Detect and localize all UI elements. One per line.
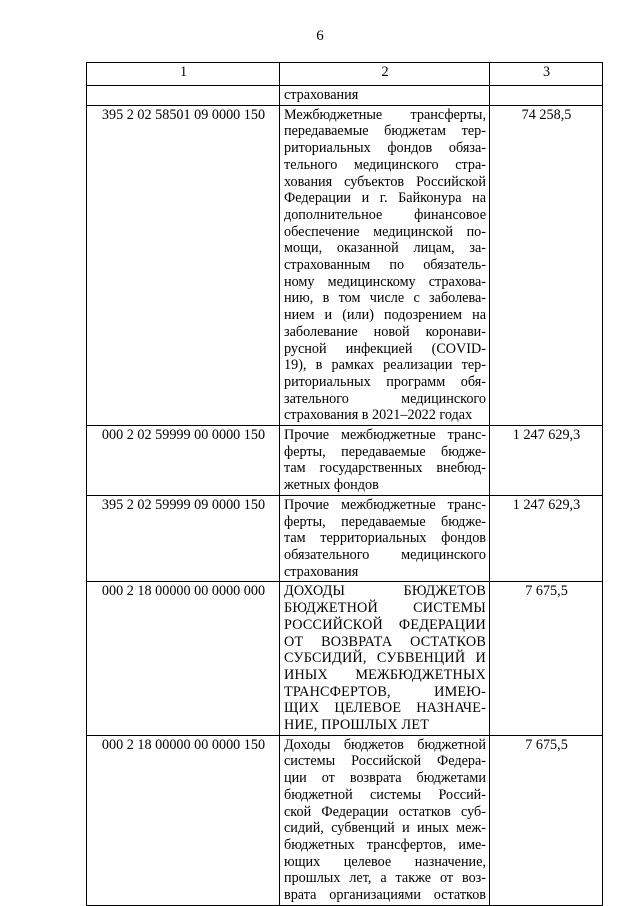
name-line: обеспечение медицинской по- [284,223,486,240]
name-cell [280,582,490,735]
name-cell [280,105,490,425]
name-line: ному медицинскому страхова- [284,273,486,290]
name-line: обязательного медицинского [284,546,486,563]
name-cell [280,86,490,106]
name-line: страхования в 2021–2022 годах [284,407,473,424]
name-line: ЩИХ ЦЕЛЕВОЕ НАЗНАЧЕ- [284,700,486,717]
name-line: системы Российской Федера- [284,753,486,770]
name-cell [280,735,490,905]
name-line: страхования [284,87,359,103]
amount-cell: 1 247 629,3 [490,426,603,496]
name-line: тельного медицинского стра- [284,156,486,173]
name-line: мощи, оказанной лицам, за- [284,240,486,257]
name-line: жетных фондов [284,477,379,494]
name-line: ферты, передаваемые бюдже- [284,513,486,530]
name-line: прошлых лет, а также от воз- [284,870,486,887]
table-row [87,735,603,905]
column-header: 2 [280,63,490,86]
name-line: Прочие межбюджетные транс- [284,496,486,513]
amount-cell: 7 675,5 [490,735,603,905]
code-cell: 395 2 02 58501 09 0000 150 [87,105,280,425]
name-line: дополнительное финансовое [284,206,486,223]
table-row [87,582,603,735]
name-line: страхования [284,563,359,580]
name-line: ДОХОДЫ БЮДЖЕТОВ [284,583,486,600]
name-line: ОТ ВОЗВРАТА ОСТАТКОВ [284,633,486,650]
name-line: сидий, субвенций и иных меж- [284,820,486,837]
name-line: страхованным по обязатель- [284,257,486,274]
name-line: бюджетных трансфертов, име- [284,836,486,853]
name-line: русной инфекцией (COVID- [284,340,486,357]
name-line: БЮДЖЕТНОЙ СИСТЕМЫ [284,600,486,617]
name-line: ющих целевое назначение, [284,853,486,870]
code-cell [87,86,280,106]
name-line: там территориальных фондов [284,530,486,547]
table-header-row [87,63,603,86]
amount-cell: 7 675,5 [490,582,603,735]
amount-cell [490,86,603,106]
name-line: Прочие межбюджетные транс- [284,427,486,444]
continuation-row [87,86,603,106]
name-line: хования субъектов Российской [284,173,486,190]
name-line: ской Федерации остатков суб- [284,803,486,820]
name-line: ции от возврата бюджетами [284,770,486,787]
page-number: 6 [316,28,324,44]
name-cell [280,495,490,582]
name-line: бюджетной системы Россий- [284,786,486,803]
column-header: 3 [490,63,603,86]
table-row [87,426,603,496]
table-row [87,495,603,582]
name-line: ферты, передаваемые бюдже- [284,443,486,460]
code-cell: 000 2 18 00000 00 0000 150 [87,735,280,905]
name-line: НИЕ, ПРОШЛЫХ ЛЕТ [284,717,430,734]
name-line: ТРАНСФЕРТОВ, ИМЕЮ- [284,683,486,700]
amount-cell: 74 258,5 [490,105,603,425]
name-line: риториальных программ обя- [284,373,486,390]
table-row [87,105,603,425]
name-line: СУБСИДИЙ, СУБВЕНЦИЙ И [284,650,486,667]
amount-cell: 1 247 629,3 [490,495,603,582]
name-line: нию, в том числе с заболева- [284,290,486,307]
name-line: Доходы бюджетов бюджетной [284,736,486,753]
name-line: зательного медицинского [284,390,486,407]
name-line: Межбюджетные трансферты, [284,106,486,123]
name-line: передаваемые бюджетам тер- [284,123,486,140]
name-line: нием и (или) подозрением на [284,307,486,324]
code-cell: 000 2 18 00000 00 0000 000 [87,582,280,735]
name-line: риториальных фондов обяза- [284,140,486,157]
name-line: РОССИЙСКОЙ ФЕДЕРАЦИИ [284,616,486,633]
name-line: заболевание новой коронави- [284,323,486,340]
name-line: ИНЫХ МЕЖБЮДЖЕТНЫХ [284,666,486,683]
name-line: 19), в рамках реализации тер- [284,357,486,374]
column-header: 1 [87,63,280,86]
name-line: там государственных внебюд- [284,460,486,477]
code-cell: 000 2 02 59999 00 0000 150 [87,426,280,496]
revenue-table [86,62,603,906]
name-cell [280,426,490,496]
name-line: Федерации и г. Байконура на [284,190,486,207]
code-cell: 395 2 02 59999 09 0000 150 [87,495,280,582]
name-line: врата организациями остатков [284,887,486,904]
